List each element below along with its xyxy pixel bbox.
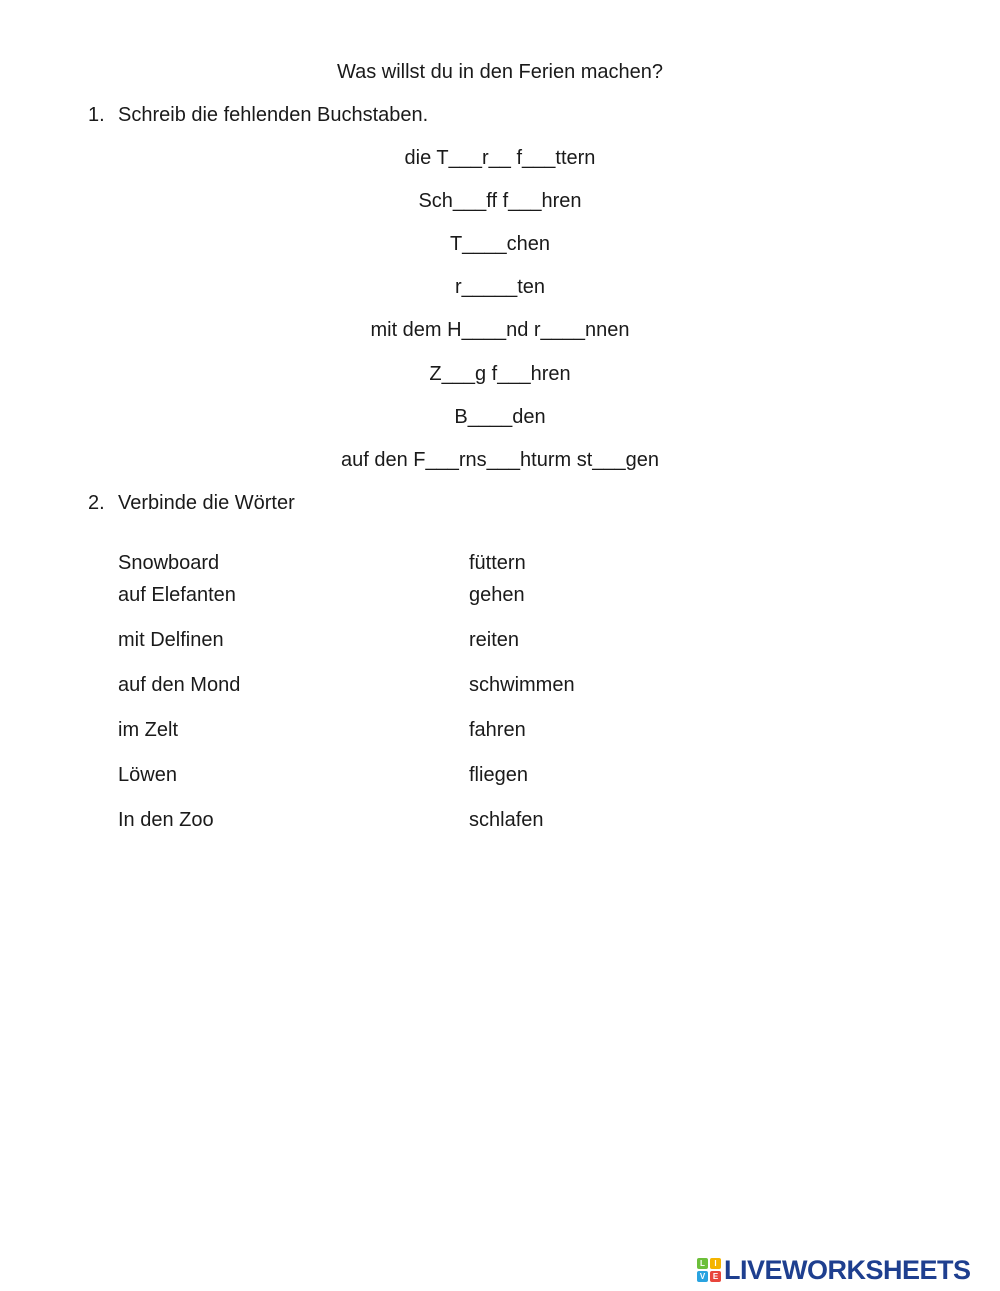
- section-1-number: 1.: [88, 104, 105, 126]
- gap-item: T____chen: [449, 233, 551, 255]
- worksheet-title: Was willst du in den Ferien machen?: [336, 61, 664, 83]
- gap-item: die T___r__ f___ttern: [404, 147, 596, 169]
- gap-item: Z___g f___hren: [429, 363, 571, 385]
- left-word: Snowboard: [118, 552, 220, 574]
- logo-mark-icon: [697, 1258, 721, 1282]
- logo-mark-cell: V: [697, 1271, 708, 1282]
- gap-item: B____den: [454, 406, 546, 428]
- left-word: auf den Mond: [118, 674, 241, 696]
- right-word: gehen: [469, 584, 525, 606]
- left-word: auf Elefanten: [118, 584, 236, 606]
- logo-mark-cell: E: [710, 1271, 721, 1282]
- logo-mark-cell: L: [697, 1258, 708, 1269]
- liveworksheets-logo: [697, 1256, 971, 1284]
- section-2-title: Verbinde die Wörter: [118, 492, 295, 514]
- logo-text: LIVEWORKSHEETS: [724, 1254, 971, 1285]
- right-word: fahren: [469, 719, 526, 741]
- left-word: im Zelt: [118, 719, 178, 741]
- section-1-title: Schreib die fehlenden Buchstaben.: [118, 104, 429, 126]
- left-word: Löwen: [118, 764, 177, 786]
- right-word: reiten: [469, 629, 520, 651]
- gap-item: r_____ten: [454, 276, 546, 298]
- section-2-heading: [88, 492, 295, 515]
- right-word: füttern: [469, 552, 526, 574]
- gap-item: Sch___ff f___hren: [418, 190, 582, 212]
- right-word: schlafen: [469, 809, 544, 831]
- right-word: schwimmen: [469, 674, 575, 696]
- gap-item: mit dem H____nd r____nnen: [370, 319, 630, 341]
- logo-mark-cell: I: [710, 1258, 721, 1269]
- left-word: In den Zoo: [118, 809, 214, 831]
- right-word: fliegen: [469, 764, 528, 786]
- section-1-heading: [88, 104, 428, 127]
- section-2-number: 2.: [88, 492, 105, 514]
- left-word: mit Delfinen: [118, 629, 224, 651]
- gap-item: auf den F___rns___hturm st___gen: [341, 449, 659, 471]
